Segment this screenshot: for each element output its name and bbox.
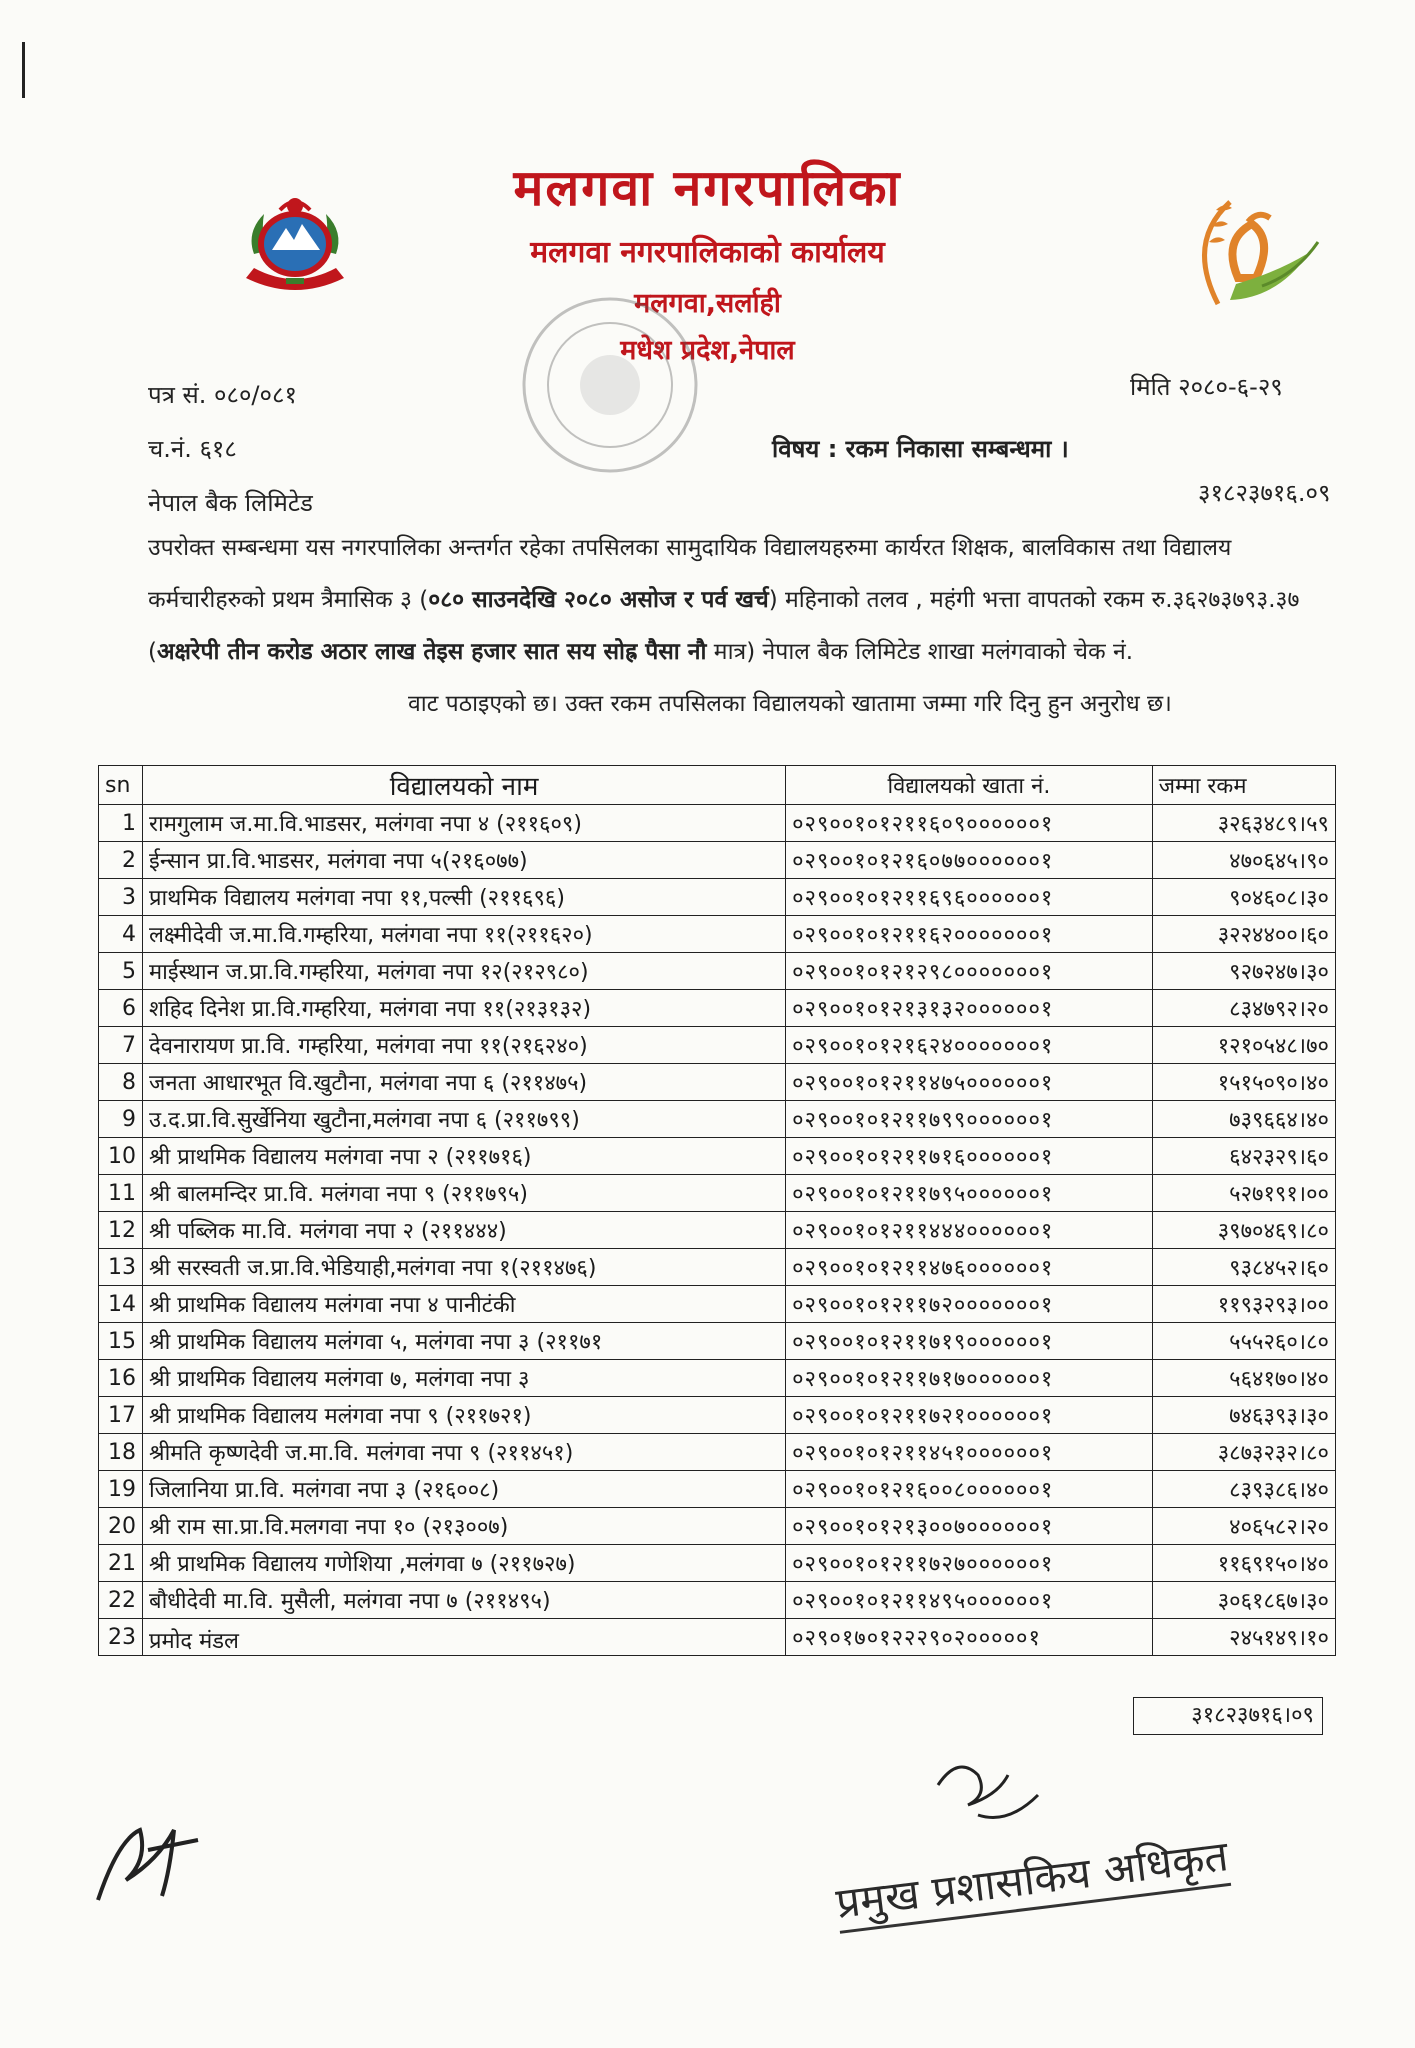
row-account: ०२९००१०१२११६२०००००००१ bbox=[786, 916, 1153, 953]
row-account: ०२९००१०१२११७१७००००००१ bbox=[786, 1360, 1153, 1397]
row-amount: ९३८४५२।६० bbox=[1152, 1249, 1335, 1286]
row-account: ०२९००१०१२११६०९००००००१ bbox=[786, 805, 1153, 842]
row-sn: 21 bbox=[99, 1545, 143, 1582]
row-account: ०२९००१०१२११७१६००००००१ bbox=[786, 1138, 1153, 1175]
row-amount: ५६४१७०।४० bbox=[1152, 1360, 1335, 1397]
row-sn: 19 bbox=[99, 1471, 143, 1508]
row-school-name: जिलानिया प्रा.वि. मलंगवा नपा ३ (२१६००८) bbox=[143, 1471, 786, 1508]
table-row bbox=[99, 1323, 1336, 1360]
row-school-name: बौधीदेवी मा.वि. मुसैली, मलंगवा नपा ७ (२११४९५) bbox=[143, 1582, 786, 1619]
body-part-3: मात्र) नेपाल बैक लिमिटेड शाखा मलंगवाको चेक नं. bbox=[706, 639, 1134, 665]
row-school-name: श्री प्राथमिक विद्यालय मलंगवा नपा ९ (२११७२१) bbox=[143, 1397, 786, 1434]
row-amount: ३२६३४८९।५९ bbox=[1152, 805, 1335, 842]
row-amount: ११६९१५०।४० bbox=[1152, 1545, 1335, 1582]
table-row bbox=[99, 1175, 1336, 1212]
row-amount: ११९३२९३।०० bbox=[1152, 1286, 1335, 1323]
row-account: ०२९००१०१२१३००७००००००१ bbox=[786, 1508, 1153, 1545]
header-sn: sn bbox=[99, 766, 143, 805]
row-account: ०२९००१०१२१६२४०००००००१ bbox=[786, 1027, 1153, 1064]
office-stamp-icon bbox=[495, 290, 725, 484]
row-sn: 7 bbox=[99, 1027, 143, 1064]
dispatch-number: च.नं. ६१८ bbox=[148, 435, 237, 463]
row-school-name: श्री प्राथमिक विद्यालय गणेशिया ,मलंगवा ७ (२११७२७) bbox=[143, 1545, 786, 1582]
row-sn: 23 bbox=[99, 1619, 143, 1656]
row-account: ०२९००१०१२१२९८०००००००१ bbox=[786, 953, 1153, 990]
row-amount: ३२२४४००।६० bbox=[1152, 916, 1335, 953]
letter-date: मिति २०८०-६-२९ bbox=[1130, 373, 1283, 401]
row-school-name: श्री प्राथमिक विद्यालय मलंगवा ७, मलंगवा नपा ३ bbox=[143, 1360, 786, 1397]
row-amount: ३९७०४६९।८० bbox=[1152, 1212, 1335, 1249]
header-school-name: विद्यालयको नाम bbox=[143, 766, 786, 805]
row-account: ०२९००१०१२११४४४००००००१ bbox=[786, 1212, 1153, 1249]
row-school-name: प्राथमिक विद्यालय मलंगवा नपा ११,पल्सी (२११६९६) bbox=[143, 879, 786, 916]
row-sn: 11 bbox=[99, 1175, 143, 1212]
body-period: ०८० साउनदेखि २०८० असोज र पर्व खर्च bbox=[428, 587, 769, 613]
row-school-name: लक्ष्मीदेवी ज.मा.वि.गम्हरिया, मलंगवा नपा ११(२११६२०) bbox=[143, 916, 786, 953]
municipality-title: मलगवा नगरपालिका bbox=[513, 159, 902, 217]
row-school-name: देवनारायण प्रा.वि. गम्हरिया, मलंगवा नपा ११(२१६२४०) bbox=[143, 1027, 786, 1064]
office-name: मलगवा नगरपालिकाको कार्यालय bbox=[530, 235, 885, 270]
row-amount: ५५५२६०।८० bbox=[1152, 1323, 1335, 1360]
table-row bbox=[99, 1138, 1336, 1175]
table-row bbox=[99, 916, 1336, 953]
letter-number: पत्र सं. ०८०/०८१ bbox=[148, 381, 297, 409]
table-row bbox=[99, 1619, 1336, 1656]
row-amount: ७४६३९३।३० bbox=[1152, 1397, 1335, 1434]
row-account: ०२९००१०१२११७९९००००००१ bbox=[786, 1101, 1153, 1138]
signature-right bbox=[928, 1745, 1048, 1839]
table-row bbox=[99, 805, 1336, 842]
row-school-name: श्री पब्लिक मा.वि. मलंगवा नपा २ (२११४४४) bbox=[143, 1212, 786, 1249]
margin-mark bbox=[22, 42, 25, 98]
signature-left bbox=[78, 1800, 218, 1924]
row-amount: ८३९३८६।४० bbox=[1152, 1471, 1335, 1508]
row-sn: 8 bbox=[99, 1064, 143, 1101]
row-amount: ४०६५८२।२० bbox=[1152, 1508, 1335, 1545]
row-account: ०२९००१०१२११७२१००००००१ bbox=[786, 1397, 1153, 1434]
row-account: ०२९००१०१२११४५१००००००१ bbox=[786, 1434, 1153, 1471]
body-part-4: वाट पठाइएको छ। उक्त रकम तपसिलका विद्यालयको खातामा जम्मा गरि दिनु हुन अनुरोध छ। bbox=[408, 691, 1172, 717]
row-sn: 4 bbox=[99, 916, 143, 953]
row-sn: 14 bbox=[99, 1286, 143, 1323]
schools-table bbox=[98, 765, 1336, 1656]
table-row bbox=[99, 879, 1336, 916]
row-account: ०२९००१०१२११७२०००००००१ bbox=[786, 1286, 1153, 1323]
body-amount-words: अक्षरेपी तीन करोड अठार लाख तेइस हजार सात सय सोह्र पैसा नौ bbox=[156, 639, 707, 665]
row-account: ०२९००१०१२११४७६००००००१ bbox=[786, 1249, 1153, 1286]
row-school-name: श्री प्राथमिक विद्यालय मलंगवा ५, मलंगवा नपा ३ (२११७१ bbox=[143, 1323, 786, 1360]
row-school-name: उ.द.प्रा.वि.सुर्खेनिया खुटौना,मलंगवा नपा ६ (२११७९९) bbox=[143, 1101, 786, 1138]
row-account: ०२९००१०१२११७९५००००००१ bbox=[786, 1175, 1153, 1212]
table-row bbox=[99, 1508, 1336, 1545]
body-part-2: ) महिनाको तलव , महंगी भत्ता वापतको रकम रु.३६२७३७९३.३७ ( bbox=[148, 587, 1300, 665]
header-account: विद्यालयको खाता नं. bbox=[786, 766, 1153, 805]
row-sn: 13 bbox=[99, 1249, 143, 1286]
row-school-name: रामगुलाम ज.मा.वि.भाडसर, मलंगवा नपा ४ (२११६०९) bbox=[143, 805, 786, 842]
table-row bbox=[99, 1582, 1336, 1619]
table-header-row bbox=[99, 766, 1336, 805]
row-sn: 9 bbox=[99, 1101, 143, 1138]
table-row bbox=[99, 953, 1336, 990]
row-amount: ८३४७९२।२० bbox=[1152, 990, 1335, 1027]
row-amount: ६४२३२९।६० bbox=[1152, 1138, 1335, 1175]
table-row bbox=[99, 842, 1336, 879]
row-amount: ५२७१९१।०० bbox=[1152, 1175, 1335, 1212]
row-sn: 20 bbox=[99, 1508, 143, 1545]
row-amount: ९२७२४७।३० bbox=[1152, 953, 1335, 990]
table-row bbox=[99, 1434, 1336, 1471]
body-part-1: उपरोक्त सम्बन्धमा यस नगरपालिका अन्तर्गत रहेका तपसिलका सामुदायिक विद्यालयहरुमा कार्यरत शिक्षक, बालविकास तथा विद्यालय कर्मचारीहरुको प्रथम त्रैमासिक ३ ( bbox=[148, 535, 1232, 613]
row-amount: १५१५०९०।४० bbox=[1152, 1064, 1335, 1101]
row-account: ०२९००१०१२११४७५००००००१ bbox=[786, 1064, 1153, 1101]
row-account: ०२९००१०१२११७१९००००००१ bbox=[786, 1323, 1153, 1360]
table-row bbox=[99, 990, 1336, 1027]
row-sn: 6 bbox=[99, 990, 143, 1027]
row-amount: ४७०६४५।९० bbox=[1152, 842, 1335, 879]
row-school-name: श्रीमति कृष्णदेवी ज.मा.वि. मलंगवा नपा ९ (२११४५१) bbox=[143, 1434, 786, 1471]
row-sn: 3 bbox=[99, 879, 143, 916]
header-amount: जम्मा रकम bbox=[1152, 766, 1335, 805]
row-sn: 15 bbox=[99, 1323, 143, 1360]
office-province: मधेश प्रदेश,नेपाल bbox=[620, 335, 795, 366]
row-sn: 5 bbox=[99, 953, 143, 990]
row-sn: 17 bbox=[99, 1397, 143, 1434]
row-sn: 12 bbox=[99, 1212, 143, 1249]
row-school-name: श्री सरस्वती ज.प्रा.वि.भेडियाही,मलंगवा नपा १(२११४७६) bbox=[143, 1249, 786, 1286]
table-row bbox=[99, 1397, 1336, 1434]
row-account: ०२९००१०१२११४९५००००००१ bbox=[786, 1582, 1153, 1619]
row-amount: ३८७३२३२।८० bbox=[1152, 1434, 1335, 1471]
row-school-name: श्री प्राथमिक विद्यालय मलंगवा नपा ४ पानीटंकी bbox=[143, 1286, 786, 1323]
grand-total: ३१८२३७१६।०९ bbox=[1133, 1697, 1323, 1735]
row-amount: ९०४६०८।३० bbox=[1152, 879, 1335, 916]
row-account: ०२९००१०१२१३१३२००००००१ bbox=[786, 990, 1153, 1027]
officer-title-stamp: प्रमुख प्रशासकिय अधिकृत bbox=[833, 1826, 1232, 1934]
row-sn: 2 bbox=[99, 842, 143, 879]
row-amount: २४५१४९।१० bbox=[1152, 1619, 1335, 1656]
table-row bbox=[99, 1471, 1336, 1508]
table-row bbox=[99, 1545, 1336, 1582]
row-amount: १२१०५४८।७० bbox=[1152, 1027, 1335, 1064]
total-amount-top: ३१८२३७१६.०९ bbox=[1198, 479, 1331, 507]
row-school-name: ईन्सान प्रा.वि.भाडसर, मलंगवा नपा ५(२१६०७७) bbox=[143, 842, 786, 879]
row-school-name: श्री राम सा.प्रा.वि.मलगवा नपा १० (२१३००७) bbox=[143, 1508, 786, 1545]
row-school-name: प्रमोद मंडल bbox=[143, 1619, 786, 1656]
row-amount: ३०६१८६७।३० bbox=[1152, 1582, 1335, 1619]
table-row bbox=[99, 1286, 1336, 1323]
letter-subject: विषय : रकम निकासा सम्बन्धमा । bbox=[772, 435, 1069, 463]
table-row bbox=[99, 1249, 1336, 1286]
row-sn: 16 bbox=[99, 1360, 143, 1397]
row-account: ०२९००१०१२११६९६००००००१ bbox=[786, 879, 1153, 916]
letter-body bbox=[148, 522, 1348, 730]
row-sn: 10 bbox=[99, 1138, 143, 1175]
row-school-name: माईस्थान ज.प्रा.वि.गम्हरिया, मलंगवा नपा १२(२१२९८०) bbox=[143, 953, 786, 990]
row-account: ०२९०१७०१२२२९०२०००००१ bbox=[786, 1619, 1153, 1656]
row-sn: 18 bbox=[99, 1434, 143, 1471]
table-row bbox=[99, 1027, 1336, 1064]
row-account: ०२९००१०१२१६०७७००००००१ bbox=[786, 842, 1153, 879]
row-sn: 1 bbox=[99, 805, 143, 842]
office-place: मलगवा,सर्लाही bbox=[634, 288, 781, 319]
row-school-name: श्री प्राथमिक विद्यालय मलंगवा नपा २ (२११७१६) bbox=[143, 1138, 786, 1175]
row-sn: 22 bbox=[99, 1582, 143, 1619]
row-amount: ७३९६६४।४० bbox=[1152, 1101, 1335, 1138]
row-account: ०२९००१०१२१६००८००००००१ bbox=[786, 1471, 1153, 1508]
table-row bbox=[99, 1212, 1336, 1249]
table-row bbox=[99, 1101, 1336, 1138]
row-school-name: जनता आधारभूत वि.खुटौना, मलंगवा नपा ६ (२११४७५) bbox=[143, 1064, 786, 1101]
row-school-name: श्री बालमन्दिर प्रा.वि. मलंगवा नपा ९ (२११७९५) bbox=[143, 1175, 786, 1212]
table-row bbox=[99, 1360, 1336, 1397]
row-school-name: शहिद दिनेश प्रा.वि.गम्हरिया, मलंगवा नपा ११(२१३१३२) bbox=[143, 990, 786, 1027]
table-row bbox=[99, 1064, 1336, 1101]
row-account: ०२९००१०१२११७२७००००००१ bbox=[786, 1545, 1153, 1582]
recipient-bank: नेपाल बैक लिमिटेड bbox=[148, 489, 313, 517]
